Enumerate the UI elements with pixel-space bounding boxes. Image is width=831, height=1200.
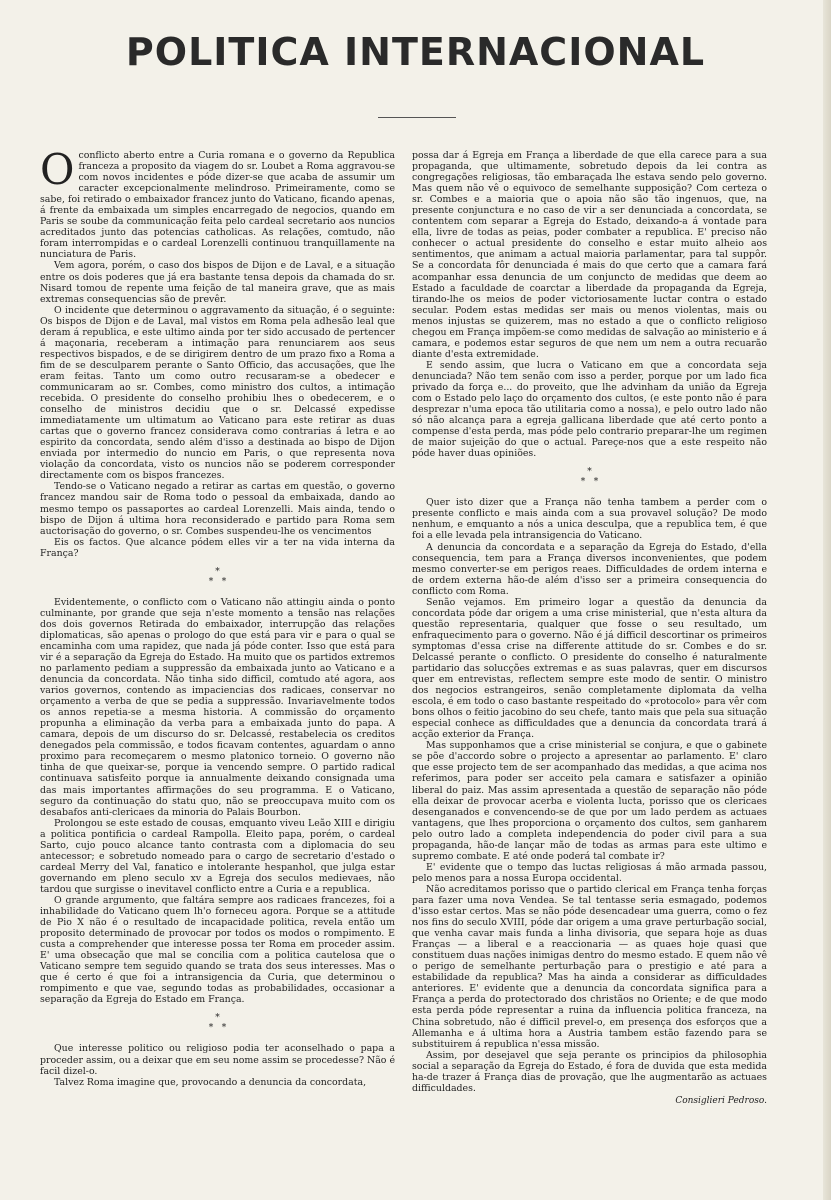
article-column-right — [412, 150, 767, 1107]
article-paragraph: Quer isto dizer que a França não tenha tambem a perder com o presente conflicto e mais ainda com a sua provavel solução? De modo nenhum, e emquanto a nós a unica desculpa, que a republica tem, é que foi a elle levada pela intransigencia do Vaticano. — [412, 497, 767, 542]
page-title: POLITICA INTERNACIONAL — [125, 30, 706, 74]
article-paragraph: Evidentemente, o conflicto com o Vaticano não attingiu ainda o ponto culminante, por grande que seja n'este momento a tensão nas relações dos dois governos Retirada do embaixador, interrupção das relações diplomaticas, são apenas o prologo do que está para vir e para o qual se encaminha com uma rapidez, que nada já póde conter. Isso que está para vir é a separação da Egreja do Estado. Ha muito que os partidos extremos no parlamento pediam a suppressão da embaixada junto ao Vaticano e a denuncia da concordata. Não tinha sido difficil, comtudo até agora, aos varios governos, contendo as impaciencias dos radicaes, conservar no orçamento a verba de que se pedia a suppressão. Invariavelmente todos os annos repetia-se a mesma historia. A commissão do orçamento propunha a eliminação da verba para a embaixada junto do papa. A camara, depois de um discurso do sr. Delcassé, restabelecia os creditos denegados pela commissão, e todos ficavam contentes, aguardam o anno proximo para recomeçarem o mesmo platonico torneio. O governo não tinha de que queixar-se, porque ia vencendo sempre. O partido radical continuava satisfeito porque ia annualmente deixando consignada uma das mais importantes affirmações do seu programma. E o Vaticano, seguro da continuação do statu quo, não se preoccupava muito com os desabafos anti-clericaes da minoria do Palais Bourbon. — [40, 596, 395, 818]
article-paragraph: Eis os factos. Que alcance pódem elles vir a ter na vida interna da França? — [40, 536, 395, 559]
article-paragraph: Vem agora, porém, o caso dos bispos de Dijon e de Laval, e a situação entre os dois poderes que já era bastante tensa depois da chamada do sr. Nisard tomou de repente uma feição de tal maneira grave, que as mais extremas consequencias são de prevêr. — [40, 260, 395, 305]
article-paragraph: O grande argumento, que faltára sempre aos radicaes francezes, foi a inhabilidade do Vaticano quem lh'o forneceu agora. Porque se a attitude de Pio X não é o resultado de incapacidade politica, revela então um proposito determinado de provocar por todos os modos o rompimento. E custa a comprehender que interesse possa ter Roma em proceder assim. E' uma obsecação que mal se concilia com a politica cautelosa que o Vaticano sempre tem seguido quando se trata dos seus interesses. Mas o que é certo é que foi a intransigencia da Curia, que determinou o rompimento e que vae, segundo todas as probabilidades, occasionar a separação da Egreja do Estado em França. — [40, 895, 395, 1006]
page-edge — [823, 0, 831, 1200]
article-paragraph: Talvez Roma imagine que, provocando a denuncia da concordata, — [54, 1076, 367, 1088]
article-paragraph: A denuncia da concordata e a separação da Egreja do Estado, d'ella consequencia, tem para a França diversos inconvenientes, que podem mesmo converter-se em perigos reaes. Difficuldades de ordem interna e de ordem externa hão-de além d'isso ser a primeira consequencia do conflicto com Roma. — [412, 541, 767, 597]
article-paragraph: E' evidente que o tempo das luctas religiosas á mão armada passou, pelo menos para a nossa Europa occidental. — [412, 861, 767, 884]
section-separator: * * * — [580, 467, 599, 488]
article-column-left — [40, 145, 395, 1088]
article-paragraph: O incidente que determinou o aggravamento da situação, é o seguinte: Os bispos de Dijon e de Laval, mal vistos em Roma pela adhesão leal que deram á republica, e este ultimo ainda por ter sido accusado de pertencer á maçonaria, receberam a intimação para renunciarem aos seus respectivos bispados, e de se dirigirem dentro de um prazo fixo a Roma a fim de se desculparem perante o Santo Officio, das accusações, que lhe eram feitas. Tanto um como outro recusaram-se a obedecer e communicaram ao sr. Combes, como ministro dos cultos, a intimação recebida. O presidente do conselho prohibiu lhes o obedecerem, e o conselho de ministros decidiu que o sr. Delcassé expedisse immediatamente um ultimatum ao Vaticano para este retirar as duas cartas que o governo francez considerava como contrarias á letra e ao espirito da concordata, sendo além d'isso a destinada ao bispo de Dijon enviada por intermedio do nuncio em Paris, o que representa nova violação da concordata, visto os nuncios não se poderem corresponder directamente com os bispos francezes. — [40, 304, 395, 482]
author-signature: Consiglieri Pedroso. — [675, 1095, 767, 1106]
article-paragraph: E sendo assim, que lucra o Vaticano em que a concordata seja denunciada? Não tem senão com isso a perder, porque por um lado fica privado da força e... do proveito, que lhe advinham da união da Egreja com o Estado pelo laço do orçamento dos cultos, (e este ponto não é para desprezar n'uma epoca tão utilitaria como a nossa), e pelo outro lado não só não alcança para a egreja gallicana liberdade que até certo ponto a compense d'esta perda, mas póde pelo contrario preparar-lhe um regimen de maior sujeição do que o actual. Pareçe-nos que a este respeito não póde haver duas opiniões. — [412, 359, 767, 460]
section-separator: * * * — [208, 1013, 227, 1034]
article-paragraph: conflicto aberto entre a Curia romana e o governo da Republica franceza a proposito da viagem do sr. Loubet a Roma aggravou-se com novos incidentes e póde dizer-se que acaba de assumir um caracter excepcionalmente melindroso. Primeiramente, como se sabe, foi retirado o embaixador francez junto do Vaticano, ficando apenas, á frente da embaixada um simples encarregado de negocios, quando em Paris se soube da communicação feita pelo cardeal secretario aos nuncios acreditados junto das potencias catholicas. As relações, comtudo, não foram interrompidas e o cardeal Lorenzelli continuou tranquillamente na nunciatura de Paris. — [40, 150, 395, 261]
article-paragraph: Prolongou se este estado de cousas, emquanto viveu Leão XIII e dirigiu a politica pontificia o cardeal Rampolla. Eleito papa, porém, o cardeal Sarto, cujo pouco alcance tanto contrasta com a diplomacia do seu antecessor; e sobretudo nomeado para o cargo de secretario d'estado o cardeal Merry del Val, fanatico e intolerante hespanhol, que julga estar governando em pleno seculo xv a Egreja dos seculos medievaes, não tardou que surgisse o inevitavel conflicto entre a Curia e a republica. — [40, 817, 395, 895]
title-divider — [378, 117, 456, 118]
article-paragraph: Tendo-se o Vaticano negado a retirar as cartas em questão, o governo francez mandou sair de Roma todo o pessoal da embaixada, dando ao mesmo tempo os passaportes ao cardeal Lorenzelli. Mais ainda, tendo o bispo de Dijon á ultima hora reconsiderado e partido para Roma sem auctorisação do governo, o sr. Combes suspendeu-lhe os vencimentos — [40, 481, 395, 537]
article-paragraph: possa dar á Egreja em França a liberdade de que ella carece para a sua propaganda, que ultimamente, sobretudo depois da lei contra as congregações religiosas, tão embaraçada lhe estava sendo pelo governo. Mas quem não vê o equivoco de semelhante supposição? Com certeza o sr. Combes e a maioria que o apoia não são tão ingenuos, que, na presente conjunctura e no caso de vir a ser denunciada a concordata, se contentem com separar a Egreja do Estado, deixando-a á vontade para ella, livre de todas as peias, poder combater a republica. E' preciso não conhecer o actual presidente do conselho e estar muito alheio aos sentimentos, que animam a actual maioria parlamentar, para tal suppôr. Se a concordata fôr denunciada é mais do que certo que a camara fará acompanhar essa denuncia de um conjuncto de medidas que deem ao Estado a faculdade de coarctar a liberdade da propaganda da Egreja, tirando-lhe os meios de poder victoriosamente luctar contra o estado secular. Podem estas medidas ser mais ou menos violentas, mais ou menos injustas se quizerem, mas no estado a que o conflicto religioso chegou em França impõem-se como medidas de salvação ao ministerio e á camara, e podemos estar seguros de que nem um nem a outra recuarão diante d'esta extremidade. — [412, 150, 767, 360]
drop-cap: O — [40, 145, 75, 194]
section-separator: * * * — [208, 566, 227, 587]
article-paragraph: Que interesse politico ou religioso podia ter aconselhado o papa a proceder assim, ou a deixar que em seu nome assim se procedesse? Não é facil dizel-o. — [40, 1043, 395, 1077]
article-paragraph: Não acreditamos porisso que o partido clerical em França tenha forças para fazer uma nova Vendea. Se tal tentasse seria esmagado, podemos d'isso estar certos. Mas se não póde desencadear uma guerra, como o fez nos fins do seculo XVIII, póde dar origem a uma grave perturbação social, que venha cavar mais funda a linha divisoria, que separa hoje as duas Franças — a liberal e a reaccionaria — as quaes hoje quasi que constituem duas nações inimigas dentro do mesmo estado. E quem não vê o perigo de semelhante perturbação para o prestigio e até para a estabilidade da republica? Mas ha ainda a considerar as difficuldades anteriores. E' evidente que a denuncia da concordata significa para a França a perda do protectorado dos christãos no Oriente; e de que modo esta perda póde representar a ruina da influencia politica franceza, na China sobretudo, não é difficil prevel-o, em presença dos esforços que a Allemanha e á ultima hora a Austria tambem estão fazendo para se substituirem á republica n'essa missão. — [412, 883, 767, 1050]
article-paragraph: Assim, por desejavel que seja perante os principios da philosophia social a separação da Egreja do Estado, é fora de duvida que esta medida ha-de trazer á França dias de provação, que lhe augmentarão as actuaes difficuldades. — [412, 1049, 767, 1094]
article-paragraph: Senão vejamos. Em primeiro logar a questão da denuncia da concordata póde dar origem a uma crise ministerial, que n'esta altura da questão representaria, qualquer que fosse o seu resultado, um enfraquecimento para o governo. Não é já difficil descortinar os primeiros symptomas d'essa crise na differente attitude do sr. Combes e do sr. Delcassé perante o conflicto. O presidente do conselho é naturalmente partidario das solucções extremas e as suas palavras, quer em discursos quer em entrevistas, reflectem sempre este modo de sentir. O ministro dos negocios estrangeiros, senão completamente diplomata da velha escola, é em todo o caso bastante respeitado do «protocolo» para vêr com bons olhos o feitio jacobino do seu chefe, tanto mais que pela sua situação especial conhece as difficuldades que a denuncia da concordata trará á acção exterior da França. — [412, 596, 767, 741]
article-paragraph: Mas supponhamos que a crise ministerial se conjura, e que o gabinete se põe d'accordo sobre o projecto a apresentar ao parlamento. E' claro que esse projecto tem de ser acompanhado das medidas, a que acima nos referimos, para poder ser acceito pela camara e satisfazer a opinião liberal do paiz. Mas assim apresentada a questão de separação não póde ella deixar de provocar acerba e violenta lucta, porisso que os clericaes desenganados e convencendo-se de que por um lado perdem as actuaes vantagens, que lhes proporciona o orçamento dos cultos, sem ganharem pelo outro lado a completa independencia do poder civil para a sua propaganda, hão-de lançar mão de todas as armas para este ultimo e supremo combate. E até onde poderá tal combate ir? — [412, 740, 767, 862]
